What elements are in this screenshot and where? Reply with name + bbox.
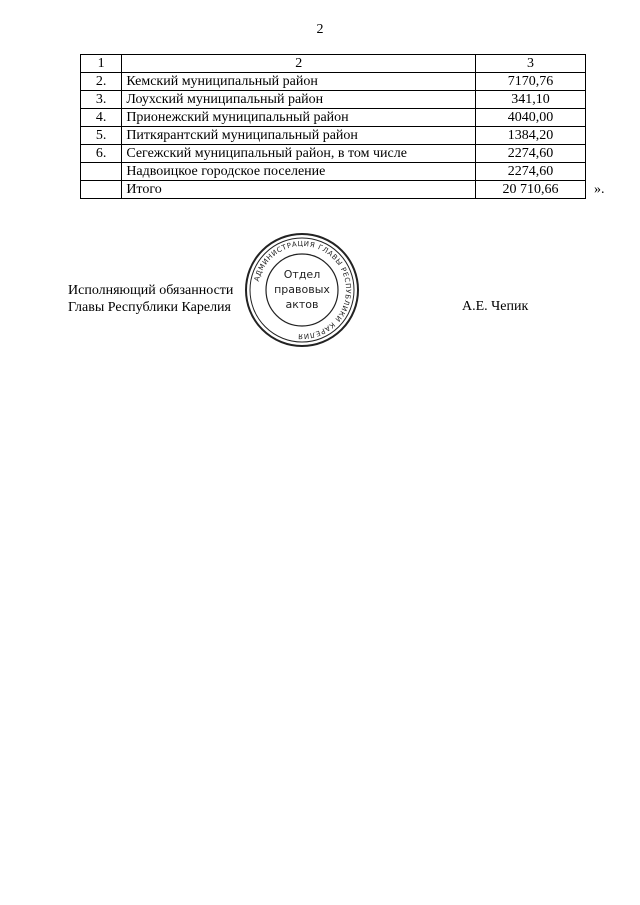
row-value: 2274,60 <box>476 145 586 163</box>
closing-quote: ». <box>594 182 605 197</box>
signatory-name: А.Е. Чепик <box>462 299 529 314</box>
row-name: Надвоицкое городское поселение <box>122 163 476 181</box>
header-cell: 2 <box>122 55 476 73</box>
row-name: Кемский муниципальный район <box>122 73 476 91</box>
row-value: 1384,20 <box>476 127 586 145</box>
allocation-table <box>80 54 586 199</box>
row-number: 5. <box>81 127 122 145</box>
row-number: 2. <box>81 73 122 91</box>
row-number: 6. <box>81 145 122 163</box>
signatory-title <box>68 282 233 316</box>
table-row <box>81 163 586 181</box>
row-name: Сегежский муниципальный район, в том числе <box>122 145 476 163</box>
table-row <box>81 127 586 145</box>
row-value: 20 710,66 <box>476 181 586 199</box>
table-row <box>81 109 586 127</box>
row-name: Прионежский муниципальный район <box>122 109 476 127</box>
row-value: 7170,76 <box>476 73 586 91</box>
row-number <box>81 181 122 199</box>
seal-center-line1: Отдел <box>283 268 321 281</box>
page-number: 2 <box>316 22 324 37</box>
row-name: Лоухский муниципальный район <box>122 91 476 109</box>
table-row <box>81 73 586 91</box>
table-row <box>81 91 586 109</box>
signatory-title-line1: Исполняющий обязанности <box>68 283 234 298</box>
table-row <box>81 145 586 163</box>
signatory-title-line2: Главы Республики Карелия <box>68 300 231 315</box>
row-value: 4040,00 <box>476 109 586 127</box>
row-value: 341,10 <box>476 91 586 109</box>
row-name: Итого <box>122 181 476 199</box>
seal-ring-text: АДМИНИСТРАЦИЯ ГЛАВЫ РЕСПУБЛИКИ КАРЕЛИЯ <box>252 239 353 341</box>
seal-center-line3: актов <box>285 298 319 311</box>
header-cell: 3 <box>476 55 586 73</box>
row-number <box>81 163 122 181</box>
row-number: 3. <box>81 91 122 109</box>
row-number: 4. <box>81 109 122 127</box>
seal-center-line2: правовых <box>274 283 330 296</box>
table-header-row <box>81 55 586 73</box>
seal-stamp <box>244 232 360 348</box>
row-name: Питкярантский муниципальный район <box>122 127 476 145</box>
table-total-row <box>81 181 586 199</box>
header-cell: 1 <box>81 55 122 73</box>
row-value: 2274,60 <box>476 163 586 181</box>
